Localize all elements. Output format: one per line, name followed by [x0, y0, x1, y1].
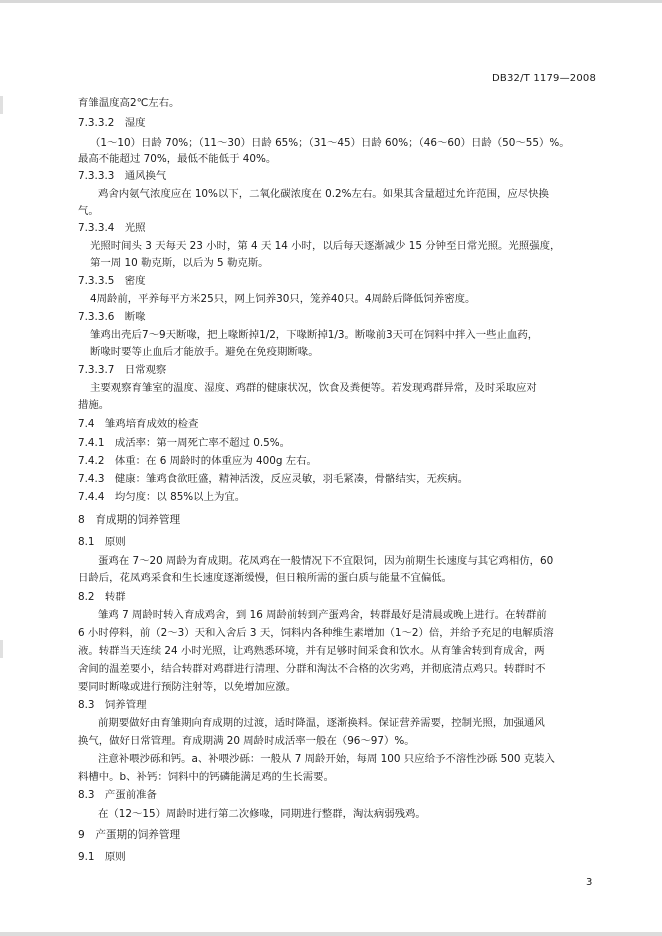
section-heading: 8.1 原则 — [78, 536, 126, 548]
text-line: 7.4.2 体重：在 6 周龄时的体重应为 400g 左右。 — [78, 455, 317, 467]
text-line: 措施。 — [78, 399, 110, 411]
page-number: 3 — [586, 877, 593, 888]
text-line: （1～10）日龄 70%；（11～30）日龄 65%；（31～45）日龄 60%；（46～60）日龄（50～55）%。 — [90, 137, 570, 149]
text-line: 注意补喂沙砾和钙。a、补喂沙砾：一般从 7 周龄开始，每周 100 只应给予不溶性沙砾 500 克装入 — [98, 753, 555, 765]
text-line: 换气，做好日常管理。育成期满 20 周龄时成活率一般在（96～97）%。 — [78, 735, 415, 747]
text-line: 育雏温度高2℃左右。 — [78, 97, 180, 109]
text-line: 舍间的温差要小，结合转群对鸡群进行清理、分群和淘汰不合格的次劣鸡，并彻底清点鸡只。转群时不 — [78, 663, 546, 675]
text-line: 光照时间头 3 天每天 23 小时，第 4 天 14 小时，以后每天逐渐减少 15 分钟至日常光照。光照强度， — [90, 240, 561, 252]
scan-edge-top — [0, 0, 662, 3]
scan-margin-mark — [0, 96, 3, 114]
subsection-heading: 7.3.3.5 密度 — [78, 275, 146, 287]
text-line: 要同时断喙或进行预防注射等，以免增加应激。 — [78, 681, 297, 693]
subsection-heading: 7.3.3.4 光照 — [78, 222, 146, 234]
text-line: 主要观察育雏室的温度、湿度、鸡群的健康状况，饮食及粪便等。若发现鸡群异常，及时采取应对 — [90, 382, 537, 394]
text-line: 断喙时要等止血后才能放手。避免在免疫期断喙。 — [90, 346, 319, 358]
text-line: 6 小时停料，前（2～3）天和入舍后 3 天，饲料内各种维生素增加（1～2）倍，并给予充足的电解质溶 — [78, 627, 554, 639]
section-heading: 7.4 雏鸡培育成效的检查 — [78, 418, 199, 430]
subsection-heading: 7.3.3.7 日常观察 — [78, 364, 167, 376]
scan-margin-mark — [0, 640, 3, 658]
text-line: 最高不能超过 70%，最低不能低于 40%。 — [78, 153, 277, 165]
section-heading: 9.1 原则 — [78, 851, 126, 863]
subsection-heading: 7.3.3.2 湿度 — [78, 117, 146, 129]
chapter-heading: 9 产蛋期的饲养管理 — [78, 829, 181, 841]
text-line: 料槽中。b、补钙：饲料中的钙磷能满足鸡的生长需要。 — [78, 771, 334, 783]
section-heading: 8.2 转群 — [78, 591, 126, 603]
text-line: 第一周 10 勒克斯，以后为 5 勒克斯。 — [90, 257, 269, 269]
text-line: 前期要做好由育雏期向育成期的过渡，适时降温，逐渐换料。保证营养需要，控制光照，加强通风 — [98, 717, 545, 729]
text-line: 气。 — [78, 205, 99, 217]
text-line: 7.4.4 均匀度：以 85%以上为宜。 — [78, 491, 246, 503]
text-line: 鸡舍内氨气浓度应在 10%以下，二氧化碳浓度在 0.2%左右。如果其含量超过允许范围，应尽快换 — [98, 188, 549, 200]
text-line: 液。转群当天连续 24 小时光照，让鸡熟悉环境，并有足够时间采食和饮水。从育雏舍转到育成舍，两 — [78, 645, 545, 657]
text-line: 蛋鸡在 7～20 周龄为育成期。花凤鸡在一般情况下不宜限饲，因为前期生长速度与其它鸡相仿，60 — [98, 555, 554, 567]
text-line: 7.4.1 成活率：第一周死亡率不超过 0.5%。 — [78, 437, 290, 449]
text-line: 雏鸡 7 周龄时转入育成鸡舍，到 16 周龄前转到产蛋鸡舍，转群最好是清晨或晚上进行。在转群前 — [98, 609, 547, 621]
subsection-heading: 7.3.3.6 断喙 — [78, 311, 146, 323]
text-line: 在（12～15）周龄时进行第二次修喙，同期进行整群，淘汰病弱残鸡。 — [98, 808, 426, 820]
section-heading: 8.3 产蛋前准备 — [78, 789, 157, 801]
text-line: 7.4.3 健康：雏鸡食欲旺盛，精神活泼，反应灵敏，羽毛紧凑，骨骼结实，无疾病。 — [78, 473, 469, 485]
text-line: 日龄后，花凤鸡采食和生长速度逐渐缓慢，但日粮所需的蛋白质与能量不宜偏低。 — [78, 572, 453, 584]
subsection-heading: 7.3.3.3 通风换气 — [78, 170, 167, 182]
section-heading: 8.3 饲养管理 — [78, 699, 147, 711]
scan-edge-bottom — [0, 932, 662, 936]
document-code: DB32/T 1179—2008 — [492, 73, 597, 84]
chapter-heading: 8 育成期的饲养管理 — [78, 514, 181, 526]
text-line: 雏鸡出壳后7～9天断喙，把上喙断掉1/2，下喙断掉1/3。断喙前3天可在饲料中拌入一些止血药， — [90, 329, 539, 341]
text-line: 4周龄前，平养每平方米25只，网上饲养30只，笼养40只。4周龄后降低饲养密度。 — [90, 293, 476, 305]
